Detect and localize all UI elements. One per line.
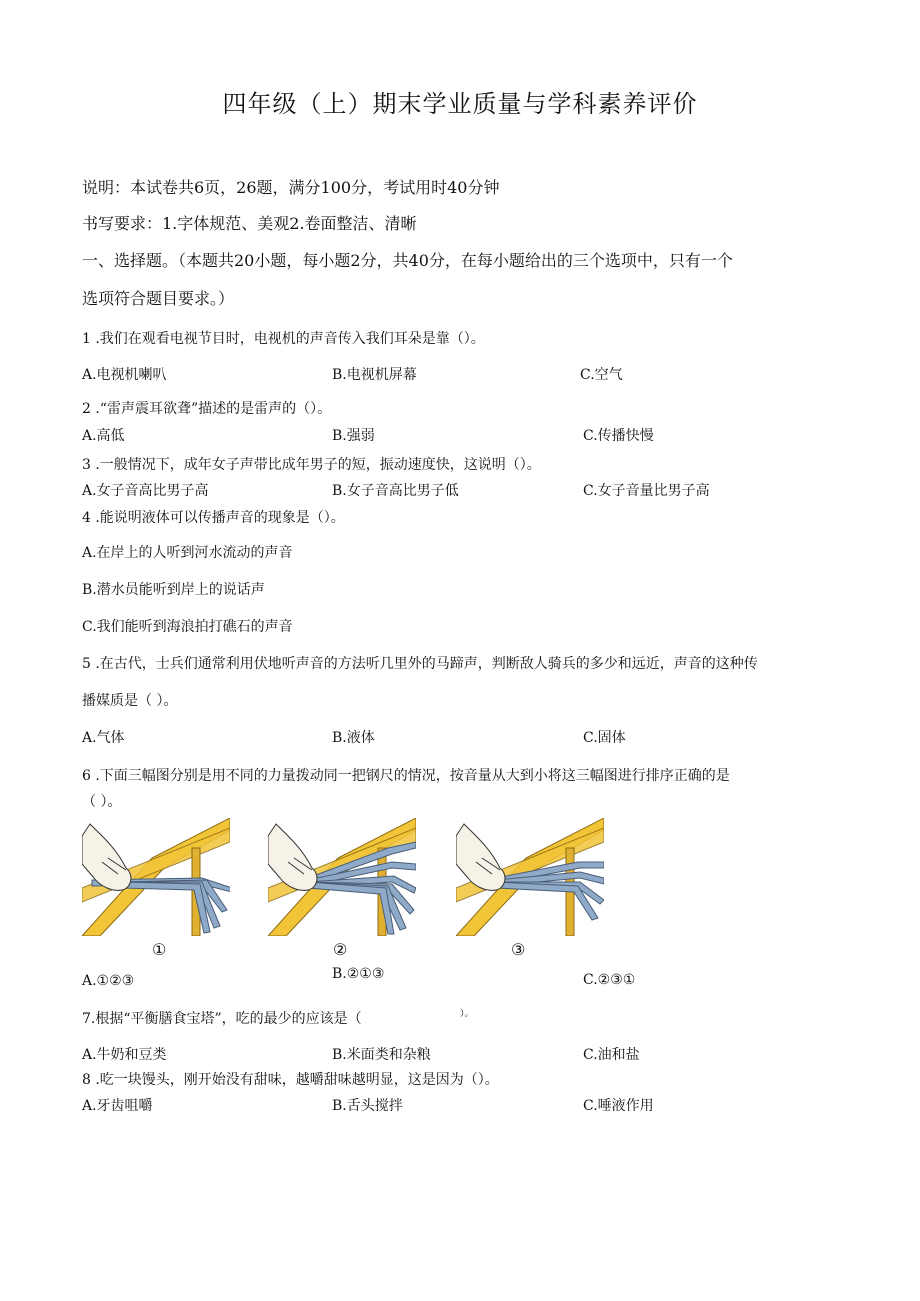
section-heading-cont: 选项符合题目要求。）: [82, 289, 235, 308]
ruler-figure-1: [82, 818, 230, 936]
question-5: 5 .在古代，士兵们通常利用伏地听声音的方法听几里外的马蹄声，判断敌人骑兵的多少和远近，声音的这种传: [82, 656, 758, 672]
q8-option-b[interactable]: B.舌头搅拌: [332, 1098, 403, 1114]
q2-option-a[interactable]: A.高低: [82, 428, 125, 444]
q1-option-b[interactable]: B.电视机屏幕: [332, 367, 417, 383]
question-6: 6 .下面三幅图分别是用不同的力量拨动同一把钢尺的情况，按音量从大到小将这三幅图进行排序正确的是: [82, 768, 730, 784]
q4-option-c[interactable]: C.我们能听到海浪拍打礁石的声音: [82, 619, 293, 635]
q6-option-c[interactable]: C.②③①: [583, 972, 636, 988]
question-7-end: ）。: [460, 1009, 474, 1019]
q7-option-c[interactable]: C.油和盐: [583, 1047, 640, 1063]
ruler-figure-3: [456, 818, 604, 936]
figure-label-3: ③: [511, 940, 526, 959]
q3-option-a[interactable]: A.女子音高比男子高: [82, 483, 209, 499]
q7-option-a[interactable]: A.牛奶和豆类: [82, 1047, 167, 1063]
q2-option-b[interactable]: B.强弱: [332, 428, 375, 444]
exam-title: 四年级（上）期末学业质量与学科素养评价: [222, 90, 698, 118]
question-3: 3 .一般情况下，成年女子声带比成年男子的短，振动速度快，这说明（）。: [82, 457, 541, 473]
q7-option-b[interactable]: B.米面类和杂粮: [332, 1047, 431, 1063]
q6-option-b[interactable]: B.②①③: [332, 966, 385, 982]
figure-label-1: ①: [152, 940, 167, 959]
question-8: 8 .吃一块馒头，刚开始没有甜味，越嚼甜味越明显，这是因为（）。: [82, 1072, 499, 1088]
q3-option-c[interactable]: C.女子音量比男子高: [583, 483, 710, 499]
q4-option-b[interactable]: B.潜水员能听到岸上的说话声: [82, 582, 265, 598]
figure-label-2: ②: [333, 940, 348, 959]
writing-requirements: 书写要求：1.字体规范、美观2.卷面整洁、清晰: [82, 214, 417, 233]
question-6-cont: （ ）。: [82, 794, 122, 810]
q5-option-c[interactable]: C.固体: [583, 730, 626, 746]
q8-option-a[interactable]: A.牙齿咀嚼: [82, 1098, 153, 1114]
section-heading: 一、选择题。（本题共20小题，每小题2分，共40分，在每小题给出的三个选项中，只有一个: [82, 251, 733, 270]
q3-option-b[interactable]: B.女子音高比男子低: [332, 483, 459, 499]
q4-option-a[interactable]: A.在岸上的人听到河水流动的声音: [82, 545, 293, 561]
q2-option-c[interactable]: C.传播快慢: [583, 428, 654, 444]
question-2: 2 .“雷声震耳欲聋”描述的是雷声的（）。: [82, 401, 332, 417]
q6-option-a[interactable]: A.①②③: [82, 973, 135, 989]
question-5-cont: 播媒质是（ ）。: [82, 693, 178, 709]
question-4: 4 .能说明液体可以传播声音的现象是（）。: [82, 510, 345, 526]
q5-option-b[interactable]: B.液体: [332, 730, 375, 746]
q8-option-c[interactable]: C.唾液作用: [583, 1098, 654, 1114]
q1-option-c[interactable]: C.空气: [580, 367, 623, 383]
ruler-figure-2: [268, 818, 416, 936]
q1-option-a[interactable]: A.电视机喇叭: [82, 367, 167, 383]
exam-note: 说明：本试卷共6页，26题，满分100分，考试用时40分钟: [82, 178, 500, 197]
question-1: 1 .我们在观看电视节目时，电视机的声音传入我们耳朵是靠（）。: [82, 331, 485, 347]
question-7: 7.根据“平衡膳食宝塔”，吃的最少的应该是（: [82, 1011, 362, 1027]
q5-option-a[interactable]: A.气体: [82, 730, 125, 746]
